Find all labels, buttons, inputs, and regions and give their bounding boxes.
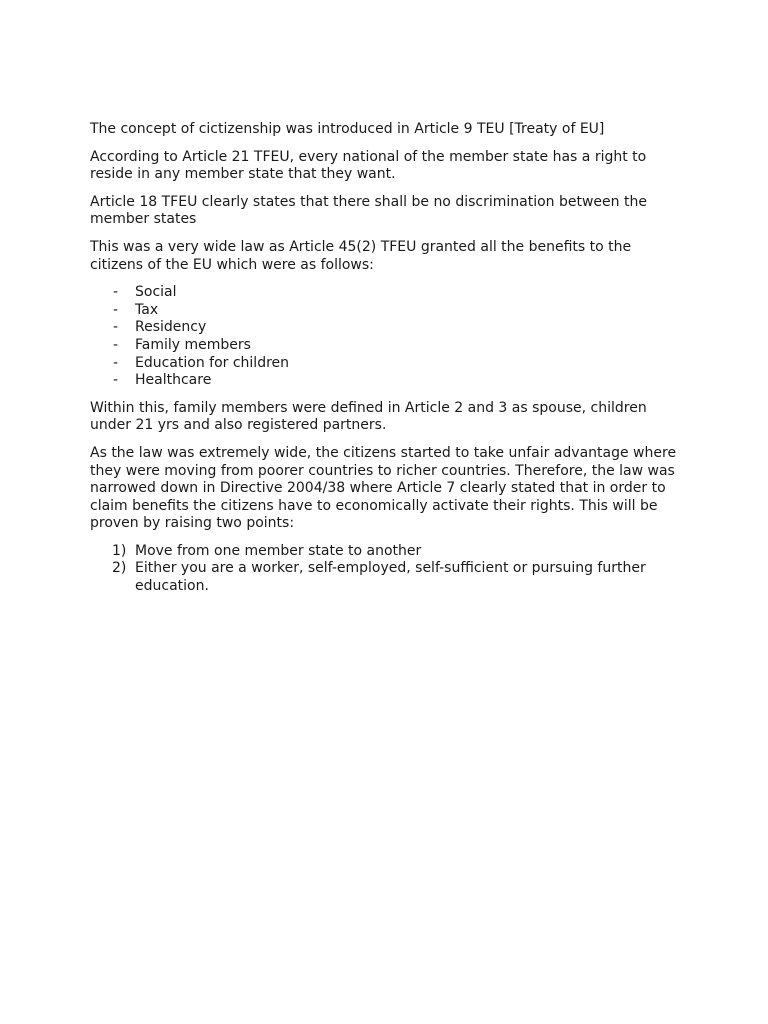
paragraph-citizenship-intro: The concept of cictizenship was introduced in Article 9 TEU [Treaty of EU] <box>90 121 605 137</box>
list-dash-marker: - <box>113 372 119 389</box>
paragraph-article-18: Article 18 TFEU clearly states that there shall be no discrimination between the member states <box>90 193 647 228</box>
list-dash-marker: - <box>113 354 119 371</box>
paragraph-family-definition: Within this, family members were defined in Article 2 and 3 as spouse, children under 21 yrs and also registered partners. <box>90 399 647 434</box>
list-item <box>90 284 680 302</box>
list-item-text: Healthcare <box>135 372 212 389</box>
document-body <box>90 121 680 606</box>
list-dash-marker: - <box>113 301 119 318</box>
paragraph-article-45: This was a very wide law as Article 45(2) TFEU granted all the benefits to the citizens of the EU which were as follows: <box>90 238 632 273</box>
list-item <box>90 302 680 320</box>
list-number-marker: 1) <box>112 542 127 559</box>
benefits-list <box>90 284 680 390</box>
list-item-text: Education for children <box>135 354 290 371</box>
list-dash-marker: - <box>113 319 119 336</box>
list-item <box>90 319 680 337</box>
list-item-text: Family members <box>135 336 251 353</box>
list-item <box>90 337 680 355</box>
list-item-text: Residency <box>135 319 207 336</box>
list-item <box>90 560 680 595</box>
list-item-text: Move from one member state to another <box>135 542 422 559</box>
list-item-text: Tax <box>135 301 159 318</box>
list-item <box>90 355 680 373</box>
list-item <box>90 543 680 561</box>
list-item-text: Either you are a worker, self-employed, self-sufficient or pursuing further education. <box>135 560 646 595</box>
list-item <box>90 372 680 390</box>
paragraph-article-21: According to Article 21 TFEU, every national of the member state has a right to reside in any member state that they want. <box>90 148 647 183</box>
paragraph-directive-2004-38: As the law was extremely wide, the citizens started to take unfair advantage where they were moving from poorer countries to richer countries. Therefore, the law was narrowed down in Directive 2004/38 where Article 7 clearly stated that in order to claim benefits the citizens have to economically activate their rights. This will be proven by raising two points: <box>90 444 677 532</box>
list-number-marker: 2) <box>112 560 127 577</box>
points-list <box>90 543 680 596</box>
list-dash-marker: - <box>113 336 119 353</box>
list-dash-marker: - <box>113 284 119 301</box>
list-item-text: Social <box>135 284 177 301</box>
